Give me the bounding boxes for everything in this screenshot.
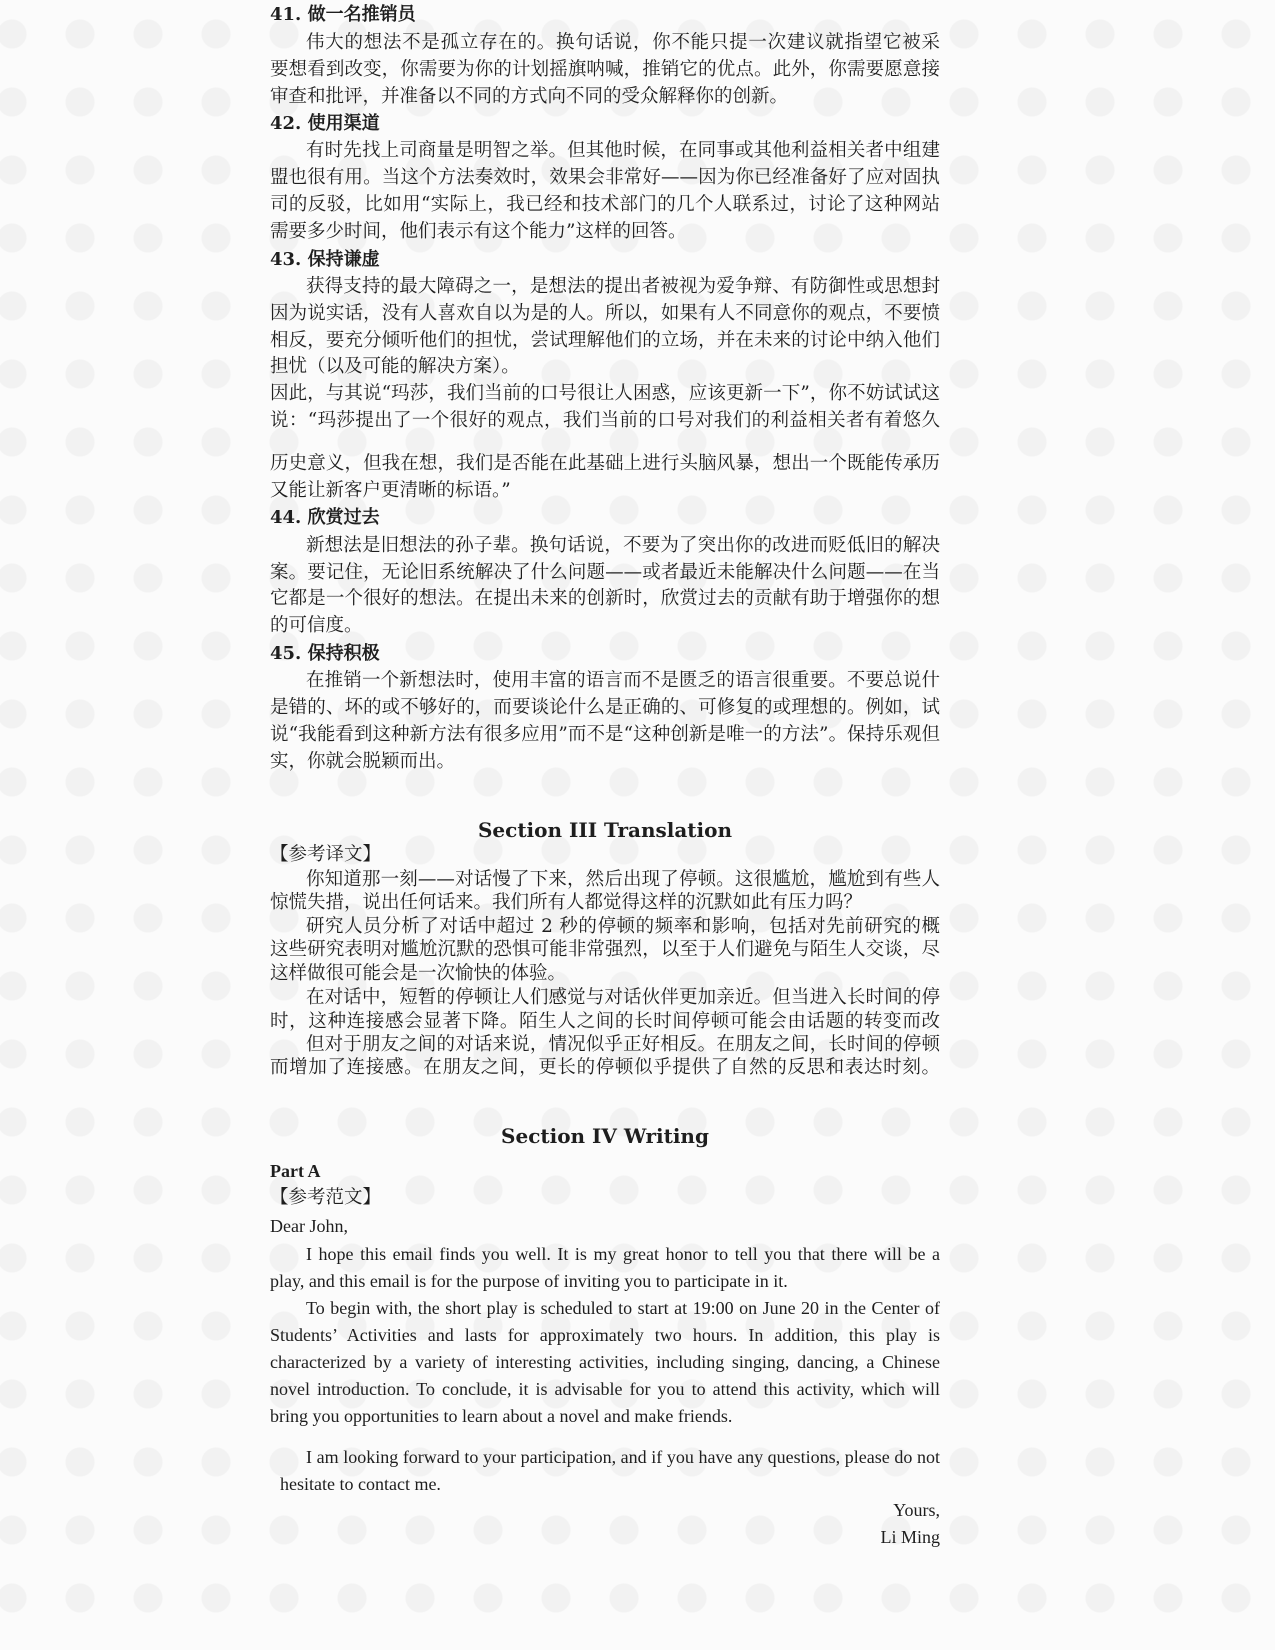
text-line: bring you opportunities to learn about a novel and make friends. [270, 1406, 733, 1426]
text-line: Students’ Activities and lasts for approximately two hours. In addition, this play is [270, 1325, 940, 1345]
text-line: I hope this email finds you well. It is my great honor to tell you that there will be a [306, 1244, 940, 1264]
text-line: 需要多少时间，他们表示有这个能力”这样的回答。 [270, 221, 687, 242]
text-line: play, and this email is for the purpose of inviting you to participate in it. [270, 1271, 788, 1291]
text-line: 审查和批评，并准备以不同的方式向不同的受众解释你的创新。 [270, 86, 789, 107]
text-line: 说：“玛莎提出了一个很好的观点，我们当前的口号对我们的利益相关者有着悠久 [270, 410, 940, 431]
text-line: I am looking forward to your participation, and if you have any questions, please do not [306, 1447, 940, 1467]
text-line: 伟大的想法不是孤立存在的。换句话说，你不能只提一次建议就指望它被采 [306, 32, 940, 53]
text-line: 而增加了连接感。在朋友之间，更长的停顿似乎提供了自然的反思和表达时刻。 [270, 1057, 940, 1078]
text-line: 这样做很可能会是一次愉快的体验。 [270, 963, 567, 984]
section-title: Section IV Writing [501, 1124, 709, 1148]
text-line: 的可信度。 [270, 615, 363, 636]
text-line: Dear John, [270, 1216, 348, 1236]
text-line: 因此，与其说“玛莎，我们当前的口号很让人困惑，应该更新一下”，你不妨试试这 [270, 383, 940, 404]
section-heading: 42. 使用渠道 [270, 113, 380, 134]
text-line: 新想法是旧想法的孙子辈。换句话说，不要为了突出你的改进而贬低旧的解决 [306, 535, 940, 556]
text-line: 获得支持的最大障碍之一，是想法的提出者被视为爱争辩、有防御性或思想封 [306, 276, 940, 297]
text-line: 司的反驳，比如用“实际上，我已经和技术部门的几个人联系过，讨论了这种网站 [270, 194, 940, 215]
text-line: 惊慌失措，说出任何话来。我们所有人都觉得这样的沉默如此有压力吗？ [270, 892, 863, 913]
section-heading: 45. 保持积极 [270, 643, 380, 664]
section-heading: 41. 做一名推销员 [270, 4, 416, 25]
text-line: characterized by a variety of interesting activities, including singing, dancing, a Chinese [270, 1352, 940, 1372]
text-line: 但对于朋友之间的对话来说，情况似乎正好相反。在朋友之间，长时间的停顿 [306, 1034, 940, 1055]
text-line: 在推销一个新想法时，使用丰富的语言而不是匮乏的语言很重要。不要总说什 [306, 670, 940, 691]
section-heading: 43. 保持谦虚 [270, 249, 380, 270]
text-line: 它都是一个很好的想法。在提出未来的创新时，欣赏过去的贡献有助于增强你的想 [270, 588, 940, 609]
text-line: 你知道那一刻——对话慢了下来，然后出现了停顿。这很尴尬，尴尬到有些人 [306, 869, 940, 890]
section-title: Section III Translation [477, 818, 733, 842]
text-line: Li Ming [880, 1527, 940, 1547]
text-line: 有时先找上司商量是明智之举。但其他时候，在同事或其他利益相关者中组建 [306, 140, 940, 161]
text-line: novel introduction. To conclude, it is advisable for you to attend this activity, which will [270, 1379, 940, 1399]
text-line: 案。要记住，无论旧系统解决了什么问题——或者最近未能解决什么问题——在当 [270, 562, 940, 583]
text-line: 担忧（以及可能的解决方案）。 [270, 356, 520, 377]
text-line: 是错的、坏的或不够好的，而要谈论什么是正确的、可修复的或理想的。例如，试 [270, 697, 940, 718]
text-line: 说“我能看到这种新方法有很多应用”而不是“这种创新是唯一的方法”。保持乐观但 [270, 724, 940, 745]
text-line: 在对话中，短暂的停顿让人们感觉与对话伙伴更加亲近。但当进入长时间的停 [306, 987, 940, 1008]
text-line: 【参考范文】 [270, 1187, 382, 1208]
section-heading: Part A [270, 1161, 321, 1181]
text-line: 研究人员分析了对话中超过 2 秒的停顿的频率和影响，包括对先前研究的概 [306, 916, 940, 937]
text-line: 要想看到改变，你需要为你的计划摇旗呐喊，推销它的优点。此外，你需要愿意接 [270, 59, 940, 80]
text-line: Yours, [893, 1500, 940, 1520]
text-line: 相反，要充分倾听他们的担忧，尝试理解他们的立场，并在未来的讨论中纳入他们 [270, 330, 940, 351]
text-line: 历史意义，但我在想，我们是否能在此基础上进行头脑风暴，想出一个既能传承历 [270, 453, 940, 474]
text-line: 【参考译文】 [270, 844, 382, 865]
section-heading: 44. 欣赏过去 [270, 507, 380, 528]
text-line: 盟也很有用。当这个方法奏效时，效果会非常好——因为你已经准备好了应对固执 [270, 167, 940, 188]
text-line: 时，这种连接感会显著下降。陌生人之间的长时间停顿可能会由话题的转变而改 [270, 1011, 940, 1032]
text-line: 这些研究表明对尴尬沉默的恐惧可能非常强烈，以至于人们避免与陌生人交谈，尽 [270, 939, 940, 960]
text-line: 实，你就会脱颖而出。 [270, 751, 456, 772]
text-line: hesitate to contact me. [280, 1474, 441, 1494]
text-line: 因为说实话，没有人喜欢自以为是的人。所以，如果有人不同意你的观点，不要愤 [270, 303, 940, 324]
text-line: To begin with, the short play is scheduled to start at 19:00 on June 20 in the Center of [306, 1298, 940, 1318]
text-line: 又能让新客户更清晰的标语。” [270, 480, 511, 501]
